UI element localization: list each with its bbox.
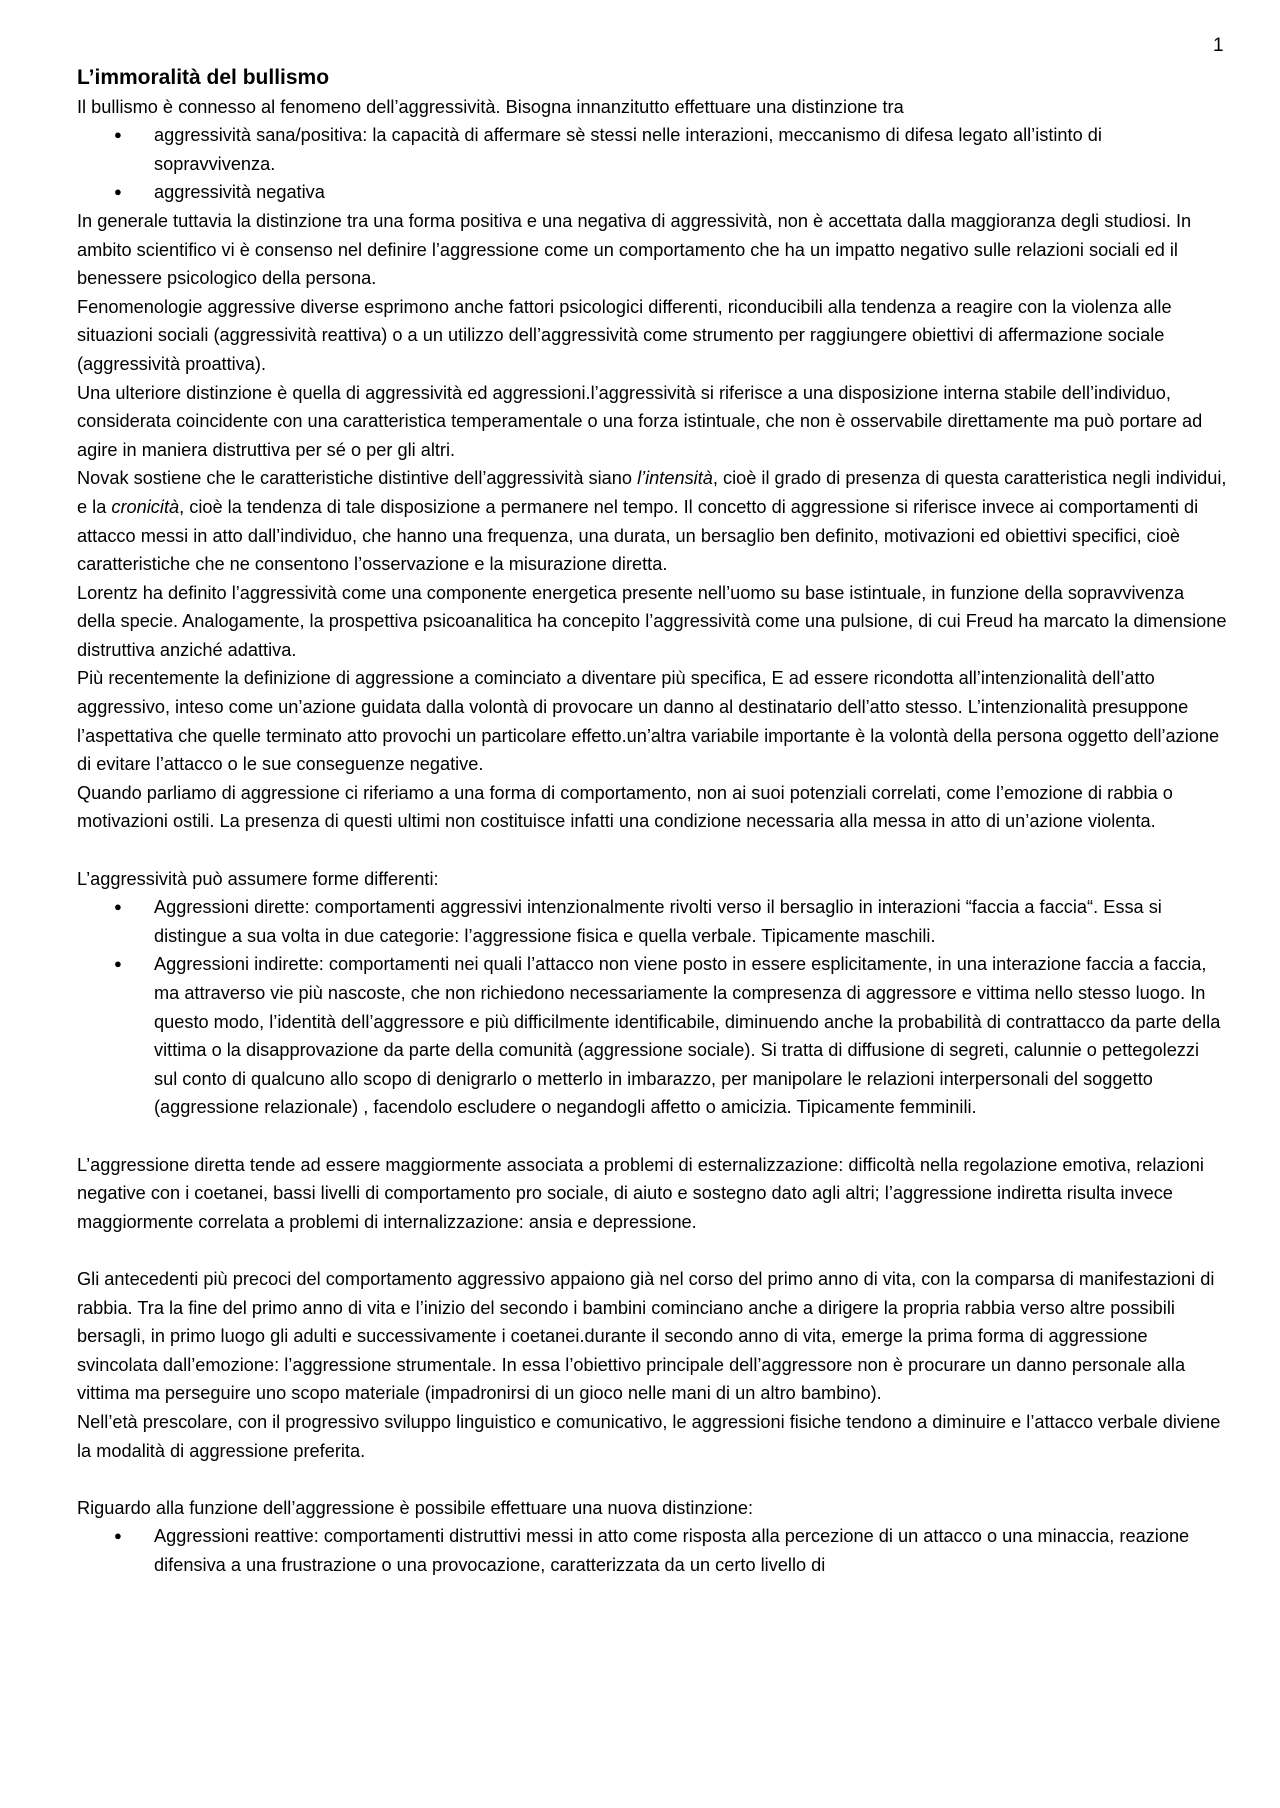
- text-run: , cioè il grado di presenza di questa caratteristica negli individui, e la: [77, 468, 1227, 517]
- paragraph-gap: [77, 1465, 1227, 1494]
- novak-paragraph: [77, 464, 1227, 578]
- paragraph: Gli antecedenti più precoci del comportamento aggressivo appaiono già nel corso del primo anno di vita, con la comparsa di manifestazioni di rabbia. Tra la fine del primo anno di vita e l’inizio del secondo i bambini cominciano anche a dirigere la propria rabbia verso altre possibili bersagli, in primo luogo gli adulti e successivamente i coetanei.durante il secondo anno di vita, emerge la prima forma di aggressione svincolata dall’emozione: l’aggressione strumentale. In essa l’obiettivo principale dell’aggressore non è procurare un danno personale alla vittima ma perseguire uno scopo materiale (impadronirsi di un gioco nelle mani di un altro bambino).: [77, 1268, 1215, 1404]
- paragraph-gap: [77, 1122, 1227, 1151]
- intro-paragraph: Il bullismo è connesso al fenomeno dell’aggressività. Bisogna innanzitutto effettuare una distinzione tra: [77, 96, 904, 117]
- page-number: 1: [1213, 35, 1224, 56]
- paragraph: In generale tuttavia la distinzione tra una forma positiva e una negativa di aggressività, non è accettata dalla maggioranza degli studiosi. In ambito scientifico vi è consenso nel definire l’aggressione come un comportamento che ha un impatto negativo sulle relazioni sociali ed il benessere psicologico della persona.: [77, 210, 1192, 289]
- paragraph: Lorentz ha definito l’aggressività come una componente energetica presente nell’uomo su base istintuale, in funzione della sopravvivenza della specie. Analogamente, la prospettiva psicoanalitica ha concepito l’aggressività come una pulsione, di cui Freud ha marcato la dimensione distruttiva anziché adattiva.: [77, 582, 1227, 660]
- paragraph: Fenomenologie aggressive diverse esprimono anche fattori psicologici differenti, riconducibili alla tendenza a reagire con la violenza alle situazioni sociali (aggressività reattiva) o a un utilizzo dell’aggressività come strumento per raggiungere obiettivi di affermazione sociale (aggressività proattiva).: [77, 296, 1172, 374]
- paragraph: Quando parliamo di aggressione ci riferiamo a una forma di comportamento, non ai suoi potenziali correlati, come l’emozione di rabbia o motivazioni ostili. La presenza di questi ultimi non costituisce infatti una condizione necessaria alla messa in atto di un’azione violenta.: [77, 782, 1173, 832]
- list-item: ● Aggressioni indirette: comportamenti nei quali l’attacco non viene posto in essere esplicitamente, in una interazione faccia a faccia, ma attraverso vie più nascoste, che non richiedono necessariamente la compresenza di aggressore e vittima nello stesso luogo. In questo modo, l’identità dell’aggressore e più difficilmente identificabile, diminuendo anche la probabilità di contrattacco da parte della vittima o la disapprovazione da parte della comunità (aggressione sociale). Si tratta di diffusione di segreti, calunnie o pettegolezzi sul conto di qualcuno allo scopo di denigrarlo o metterlo in imbarazzo, per manipolare le relazioni interpersonali del soggetto (aggressione relazionale) , facendolo escludere o negandogli affetto o amicizia. Tipicamente femminili.: [77, 950, 1227, 1122]
- italic-term: cronicità: [111, 496, 180, 517]
- paragraph-gap: [77, 836, 1227, 865]
- list-item: ● Aggressioni reattive: comportamenti distruttivi messi in atto come risposta alla percezione di un attacco o una minaccia, reazione difensiva a una frustrazione o una provocazione, caratterizzata da un certo livello di: [77, 1522, 1227, 1579]
- text-run: Novak sostiene che le caratteristiche distintive dell’aggressività siano: [77, 468, 638, 489]
- list-item: ● aggressività negativa: [77, 178, 1227, 207]
- italic-term: l’intensità: [637, 468, 713, 489]
- aggression-function-list: [77, 1522, 1227, 1579]
- aggression-forms-list: [77, 893, 1227, 1122]
- paragraph-gap: [77, 1236, 1227, 1265]
- paragraph: Una ulteriore distinzione è quella di aggressività ed aggressioni.l’aggressività si riferisce a una disposizione interna stabile dell’individuo, considerata coincidente con una caratteristica temperamentale o una forza istintuale, che non è osservabile direttamente ma può portare ad agire in maniera distruttiva per sé o per gli altri.: [77, 382, 1203, 460]
- document-body: [77, 64, 1227, 1579]
- paragraph: Nell’età prescolare, con il progressivo sviluppo linguistico e comunicativo, le aggressioni fisiche tendono a diminuire e l’attacco verbale diviene la modalità di aggressione preferita.: [77, 1411, 1221, 1461]
- function-intro: Riguardo alla funzione dell’aggressione è possibile effettuare una nuova distinzione:: [77, 1497, 754, 1518]
- aggression-types-list: [77, 121, 1227, 207]
- paragraph: Più recentemente la definizione di aggressione a cominciato a diventare più specifica, E ad essere ricondotta all’intenzionalità dell’atto aggressivo, inteso come un’azione guidata dalla volontà di provocare un danno al destinatario dell’atto stesso. L’intenzionalità presuppone l’aspettativa che quelle terminato atto provochi un particolare effetto.un’altra variabile importante è la volontà della persona oggetto dell’azione di evitare l’attacco o le sue conseguenze negative.: [77, 668, 1220, 775]
- text-run: , cioè la tendenza di tale disposizione a permanere nel tempo. Il concetto di aggressione si riferisce invece ai comportamenti di attacco messi in atto dall’individuo, che hanno una frequenza, una durata, un bersaglio ben definito, motivazioni ed obiettivi specifici, cioè caratteristiche che ne consentono l’osservazione e la misurazione diretta.: [77, 496, 1199, 575]
- list-item: ● Aggressioni dirette: comportamenti aggressivi intenzionalmente rivolti verso il bersaglio in interazioni “faccia a faccia“. Essa si distingue a sua volta in due categorie: l’aggressione fisica e quella verbale. Tipicamente maschili.: [77, 893, 1227, 950]
- list-item: ● aggressività sana/positiva: la capacità di affermare sè stessi nelle interazioni, meccanismo di difesa legato all’istinto di sopravvivenza.: [77, 121, 1227, 178]
- forms-intro: L’aggressività può assumere forme differenti:: [77, 868, 439, 889]
- document-title: L’immoralità del bullismo: [77, 66, 330, 89]
- paragraph: L’aggressione diretta tende ad essere maggiormente associata a problemi di esternalizzazione: difficoltà nella regolazione emotiva, relazioni negative con i coetanei, bassi livelli di comportamento pro sociale, di aiuto e sostegno dato agli altri; l’aggressione indiretta risulta invece maggiormente correlata a problemi di internalizzazione: ansia e depressione.: [77, 1154, 1204, 1232]
